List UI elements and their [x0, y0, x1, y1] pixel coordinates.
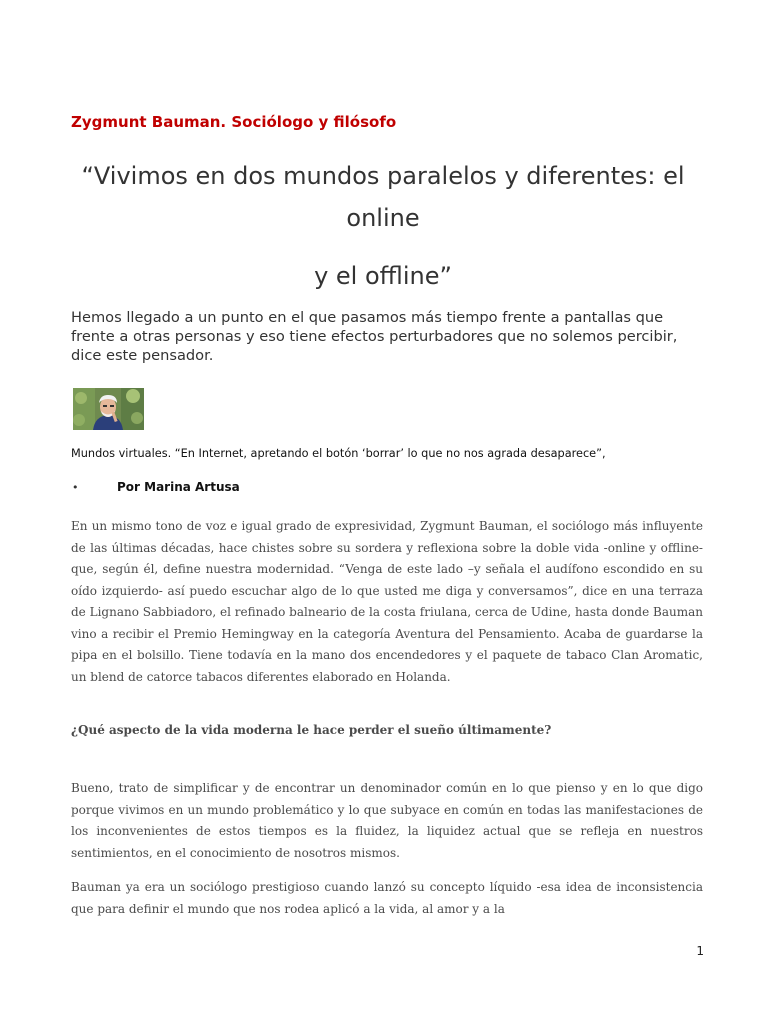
byline-bullet: •	[72, 481, 79, 494]
author-photo	[73, 388, 144, 430]
headline-line-2: y el offline”	[314, 262, 452, 290]
article-kicker: Zygmunt Bauman. Sociólogo y filósofo	[71, 113, 397, 131]
paragraph-3: Bauman ya era un sociólogo prestigioso cuando lanzó su concepto líquido -esa idea de inconsistencia que para definir el mundo que nos rodea aplicó a la vida, al amor y a la	[71, 880, 703, 916]
headline-line-1: “Vivimos en dos mundos paralelos y diferentes: el online	[81, 162, 685, 232]
interview-question: ¿Qué aspecto de la vida moderna le hace perder el sueño últimamente?	[71, 723, 552, 737]
article-lead: Hemos llegado a un punto en el que pasamos más tiempo frente a pantallas que frente a otras personas y eso tiene efectos perturbadores que no solemos percibir, dice este pensador.	[71, 309, 678, 364]
byline: Por Marina Artusa	[117, 480, 240, 494]
paragraph-2: Bueno, trato de simplificar y de encontrar un denominador común en lo que pienso y en lo que digo porque vivimos en un mundo problemático y lo que subyace en común en todas las manifestaciones de los inconvenientes de estos tiempos es la fluidez, la liquidez actual que se refleja en nuestros sentimientos, en el conocimiento de nosotros mismos.	[71, 781, 703, 860]
page-number: 1	[696, 944, 704, 958]
photo-caption: Mundos virtuales. “En Internet, apretando el botón ‘borrar’ lo que no nos agrada desaparece”,	[71, 447, 606, 460]
paragraph-1: En un mismo tono de voz e igual grado de expresividad, Zygmunt Bauman, el sociólogo más influyente de las últimas décadas, hace chistes sobre su sordera y reflexiona sobre la doble vida -online y offline- que, según él, define nuestra modernidad. “Venga de este lado –y señala el audífono escondido en su oído izquierdo- así puedo escuchar algo de lo que usted me diga y conversamos”, dice en una terraza de Lignano Sabbiadoro, el refinado balneario de la costa friulana, cerca de Udine, hasta donde Bauman vino a recibir el Premio Hemingway en la categoría Aventura del Pensamiento. Acaba de guardarse la pipa en el bolsillo. Tiene todavía en la mano dos encendedores y el paquete de tabaco Clan Aromatic, un blend de catorce tabacos diferentes elaborado en Holanda.	[71, 519, 703, 684]
